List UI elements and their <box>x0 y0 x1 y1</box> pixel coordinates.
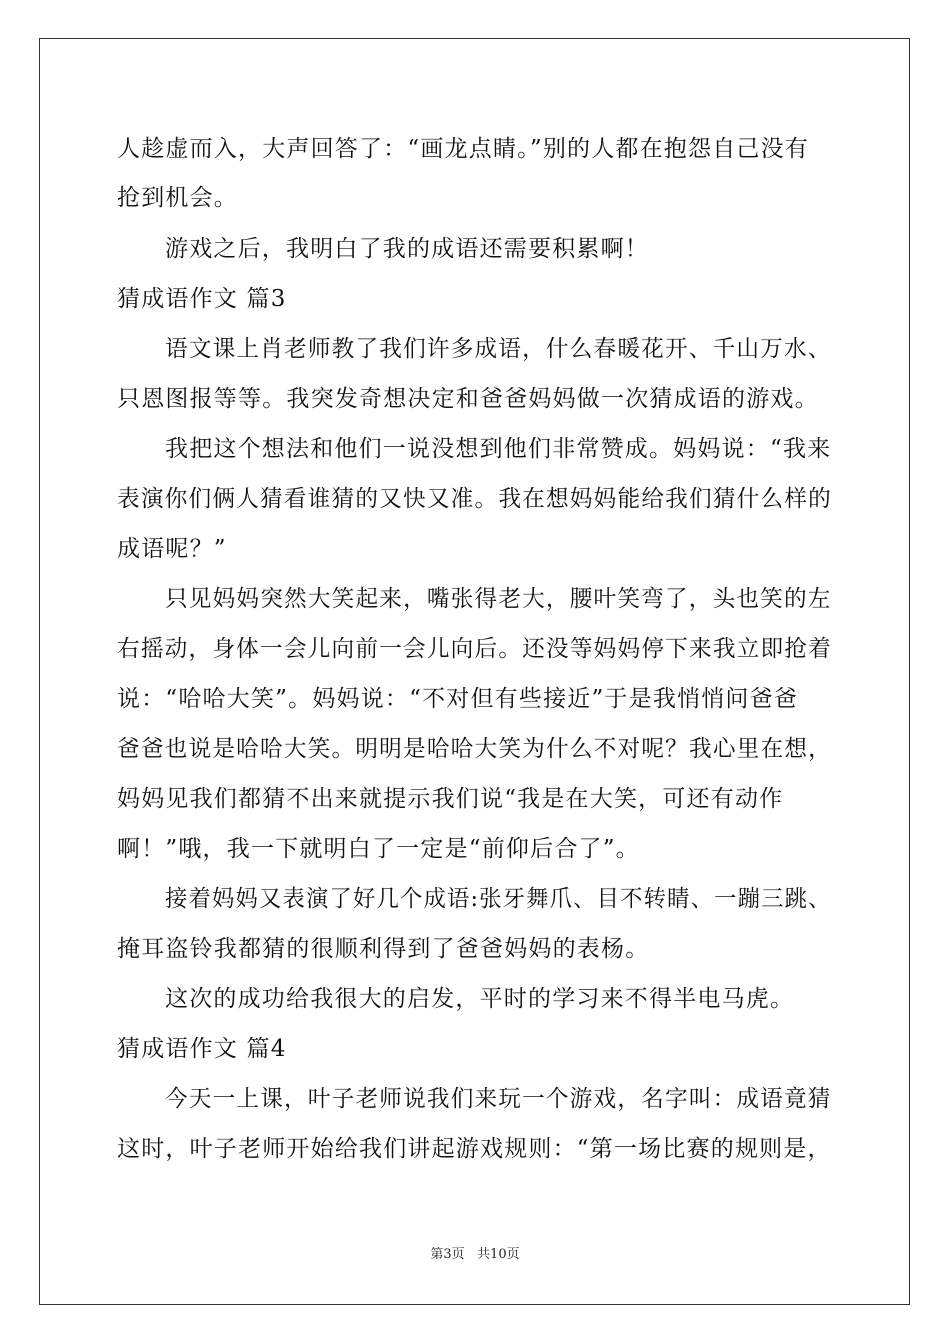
text-line: 游戏之后，我明白了我的成语还需要积累啊！ <box>165 236 649 262</box>
text-line: 只恩图报等等。我突发奇想决定和爸爸妈妈做一次猜成语的游戏。 <box>117 386 819 412</box>
text-line: 只见妈妈突然大笑起来，嘴张得老大，腰叶笑弯了，头也笑的左 <box>165 586 832 612</box>
text-line: 爸爸也说是哈哈大笑。明明是哈哈大笑为什么不对呢？我心里在想， <box>117 736 832 762</box>
text-line: 我把这个想法和他们一说没想到他们非常赞成。妈妈说：“我来 <box>165 436 832 462</box>
page-footer <box>0 1246 950 1264</box>
page-number: 第3页 共10页 <box>430 1247 520 1262</box>
text-line: 成语呢？” <box>117 536 227 562</box>
text-line: 啊！”哦，我一下就明白了一定是“前仰后合了”。 <box>117 836 640 862</box>
text-line: 今天一上课，叶子老师说我们来玩一个游戏，名字叫：成语竟猜 <box>165 1086 832 1112</box>
section-heading: 猜成语作文 篇4 <box>117 1036 287 1062</box>
page-border <box>39 38 910 1305</box>
section-heading: 猜成语作文 篇3 <box>117 286 287 312</box>
text-line: 妈妈见我们都猜不出来就提示我们说“我是在大笑，可还有动作 <box>117 786 784 812</box>
text-line: 抢到机会。 <box>117 185 238 211</box>
text-line: 语文课上肖老师教了我们许多成语，什么春暖花开、千山万水、 <box>165 336 832 362</box>
text-line: 掩耳盗铃我都猜的很顺利得到了爸爸妈妈的表杨。 <box>117 936 650 962</box>
text-line: 接着妈妈又表演了好几个成语:张牙舞爪、目不转睛、一蹦三跳、 <box>165 886 832 912</box>
text-line: 表演你们俩人猜看谁猜的又快又准。我在想妈妈能给我们猜什么样的 <box>117 486 832 512</box>
text-line: 说：“哈哈大笑”。妈妈说：“不对但有些接近”于是我悄悄问爸爸 <box>117 686 799 712</box>
text-line: 这次的成功给我很大的启发，平时的学习来不得半电马虎。 <box>165 986 795 1012</box>
text-line: 这时，叶子老师开始给我们讲起游戏规则：“第一场比赛的规则是， <box>117 1136 832 1162</box>
text-line: 右摇动，身体一会儿向前一会儿向后。还没等妈妈停下来我立即抢着 <box>117 636 832 662</box>
text-line: 人趁虚而入，大声回答了：“画龙点睛。”别的人都在抱怨自己没有 <box>117 136 810 162</box>
